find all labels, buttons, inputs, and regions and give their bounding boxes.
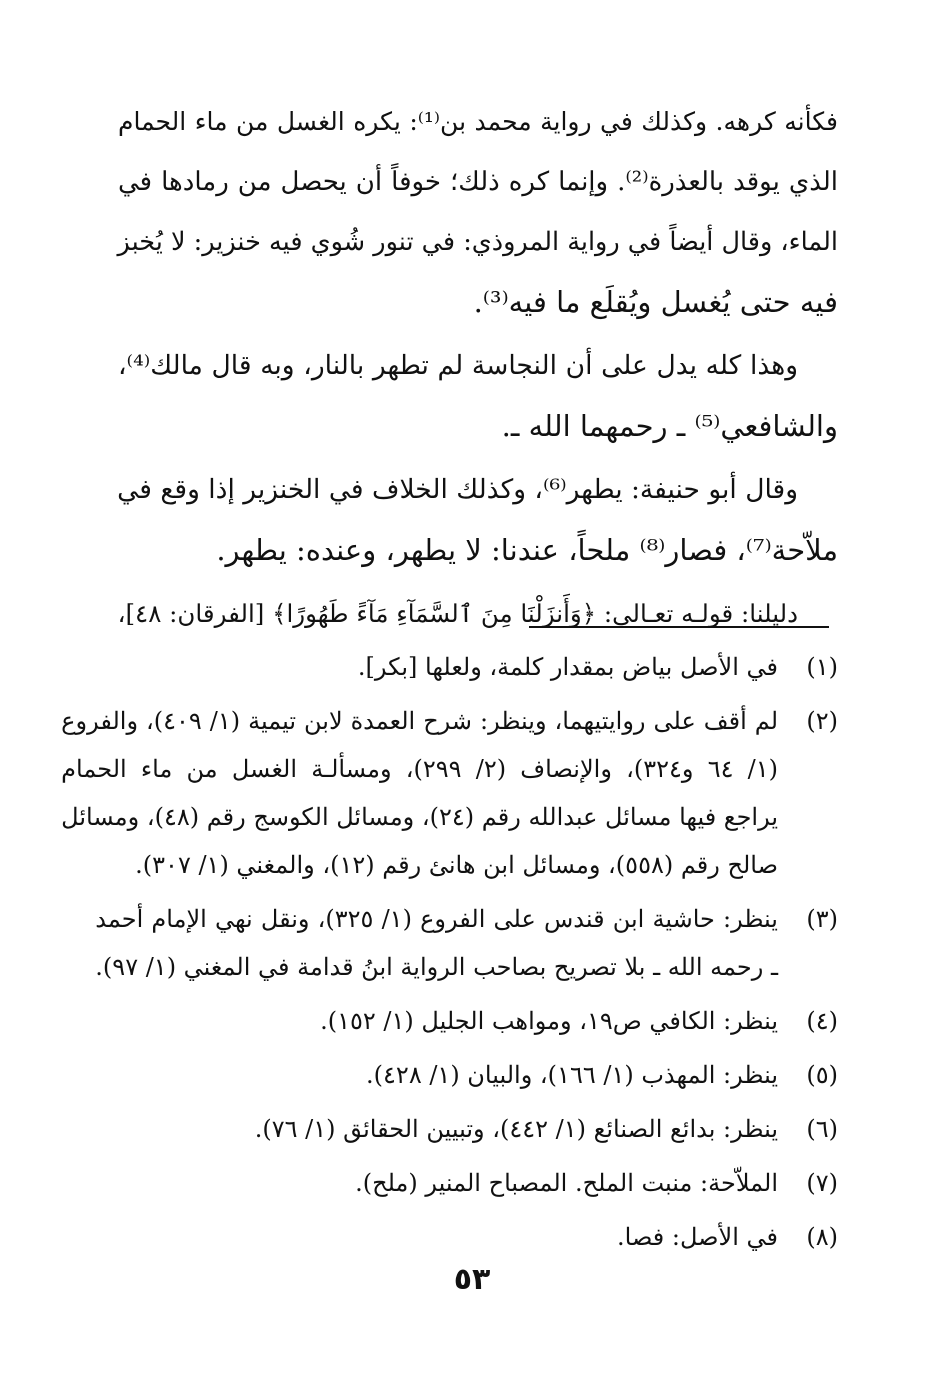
footnote-text	[61, 697, 778, 889]
text-line: والشافعي⁽⁵⁾ ـ رحمهما الله ـ.	[501, 409, 838, 443]
text-line: في الأصل: فصا.	[617, 1223, 778, 1251]
footnote-number: (٢)	[806, 707, 838, 735]
main-text	[118, 92, 838, 644]
footnote-text	[118, 1213, 778, 1261]
footnote-number: (٨)	[806, 1223, 838, 1251]
footnote	[118, 1213, 838, 1261]
paragraph	[118, 584, 838, 644]
footnote-number: (١)	[806, 653, 838, 681]
footnote	[118, 643, 838, 691]
text-line: ينظر: الكافي ص١٩، ومواهب الجليل (١/ ١٥٢).	[320, 1007, 778, 1035]
footnote	[118, 1159, 838, 1207]
text-line: فكأنه كرهه. وكذلك في رواية محمد بن⁽¹⁾: يكره الغسل من ماء الحمام	[118, 107, 838, 136]
footnote-text	[118, 643, 778, 691]
text-line: ينظر: حاشية ابن قندس على الفروع (١/ ٣٢٥)، ونقل نهي الإمام أحمد	[95, 905, 778, 933]
footnote-number: (٣)	[806, 905, 838, 933]
footnote	[118, 997, 838, 1045]
footnote-number: (٥)	[806, 1061, 838, 1089]
footnote-text	[118, 1051, 778, 1099]
footnote-divider	[529, 626, 829, 628]
footnote	[95, 895, 838, 991]
footnote-number: (٧)	[806, 1169, 838, 1197]
text-line: الملاّحة: منبت الملح. المصباح المنير (ملح).	[355, 1169, 778, 1197]
footnote-number: (٤)	[806, 1007, 838, 1035]
paragraph	[118, 336, 838, 456]
footnote-text	[95, 895, 778, 991]
paragraph	[118, 460, 838, 580]
text-line: وقال أبو حنيفة: يطهر⁽⁶⁾، وكذلك الخلاف في الخنزير إذا وقع في	[117, 474, 798, 505]
footnote	[118, 1051, 838, 1099]
text-line: ينظر: بدائع الصنائع (١/ ٤٤٢)، وتبيين الحقائق (١/ ٧٦).	[254, 1115, 778, 1143]
text-line: يراجع فيها مسائل عبدالله رقم (٢٤)، ومسائل الكوسج رقم (٤٨)، ومسائل	[61, 803, 778, 831]
text-line: لم أقف على روايتيهما، وينظر: شرح العمدة لابن تيمية (١/ ٤٠٩)، والفروع	[61, 707, 779, 735]
footnote	[61, 697, 838, 889]
footnote	[118, 1105, 838, 1153]
footnotes	[61, 643, 838, 1267]
text-line: صالح رقم (٥٥٨)، ومسائل ابن هانئ رقم (١٢)، والمغني (١/ ٣٠٧).	[135, 851, 778, 879]
text-line: ينظر: المهذب (١/ ١٦٦)، والبيان (١/ ٤٢٨).	[366, 1061, 778, 1089]
footnote-text	[118, 1159, 778, 1207]
text-line: في الأصل بياض بمقدار كلمة، ولعلها [بكر].	[357, 653, 778, 681]
footnote-number: (٦)	[806, 1115, 838, 1143]
page-number: ٥٣	[453, 1262, 491, 1297]
paragraph	[118, 92, 838, 332]
text-line: الذي يوقد بالعذرة⁽²⁾. وإنما كره ذلك؛ خوفاً أن يحصل من رمادها في	[118, 167, 838, 197]
text-line: دليلنا: قولـه تعـالى: ﴿وَأَنزَلْنَا مِنَ ٱلسَّمَآءِ مَآءً طَهُورًا﴾ [الفرقان: ٤٨]،	[117, 599, 798, 628]
text-line: ـ رحمه الله ـ بلا تصريح بصاحب الرواية ابنُ قدامة في المغني (١/ ٩٧).	[95, 953, 778, 981]
footnote-text	[118, 997, 778, 1045]
text-line: الماء، وقال أيضاً في رواية المروذي: في تنور شُوي فيه خنزير: لا يُخبز	[117, 227, 838, 257]
text-line: ملاّحة⁽⁷⁾، فصار⁽⁸⁾ ملحاً، عندنا: لا يطهر، وعنده: يطهر.	[216, 533, 838, 567]
text-line: وهذا كله يدل على أن النجاسة لم تطهر بالنار، وبه قال مالك⁽⁴⁾،	[118, 350, 798, 381]
footnote-text	[118, 1105, 778, 1153]
text-line: (١/ ٦٤ و٣٢٤)، والإنصاف (٢/ ٢٩٩)، ومسألـة الغسل من ماء الحمام	[61, 755, 779, 783]
text-line: فيه حتى يُغسل ويُقلَع ما فيه⁽³⁾.	[473, 285, 838, 319]
